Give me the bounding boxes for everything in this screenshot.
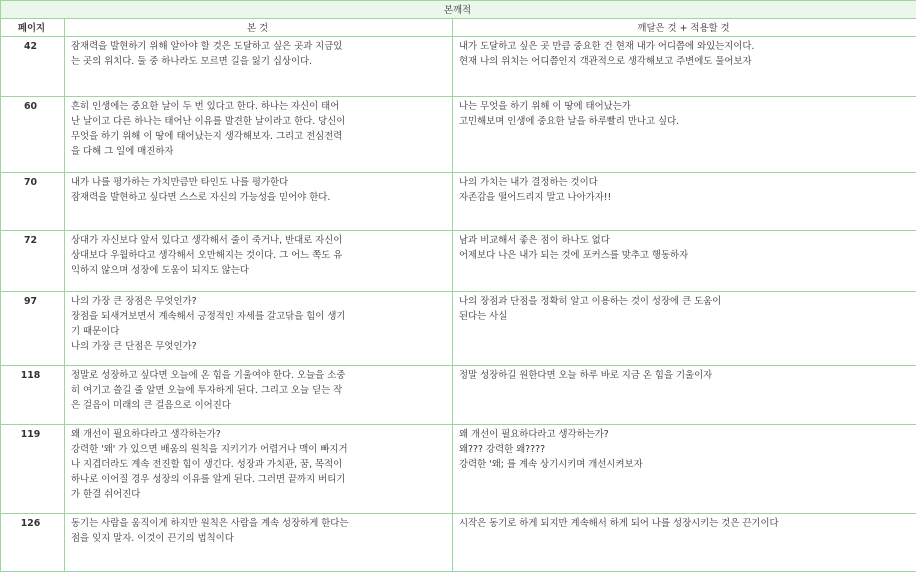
seen-cell: 정말로 성장하고 싶다면 오늘에 온 힘을 기울여야 한다. 오늘을 소중 히 여기고 쓸길 줄 알면 오늘에 투자하게 된다. 그리고 오늘 딛는 작 은 걸음이 미래의 큰 걸음으로 이어진다 [65,366,453,425]
header-applied: 깨달은 것 + 적용할 것 [453,19,916,37]
table-row [1,231,916,292]
seen-cell: 흔히 인생에는 중요한 날이 두 번 있다고 한다. 하나는 자신이 태어 난 날이고 다른 하나는 태어난 이유를 발견한 날이라고 한다. 당신이 무엇을 하기 위해 이 땅에 태어났는지 생각해보자. 그리고 전심전력 을 다해 그 일에 매진하자 [65,97,453,173]
applied-cell: 시작은 동기로 하게 되지만 계속해서 하게 되어 나를 성장시키는 것은 끈기이다 [453,514,916,572]
table-row [1,97,916,173]
page-number: 126 [1,514,65,572]
applied-cell: 나의 장점과 단점을 정확히 알고 이용하는 것이 성장에 큰 도움이 된다는 사실 [453,292,916,366]
header-seen: 본 것 [65,19,453,37]
page-number: 118 [1,366,65,425]
table-row [1,37,916,97]
applied-cell: 남과 비교해서 좋은 점이 하나도 없다 어제보다 나은 내가 되는 것에 포커스를 맞추고 행동하자 [453,231,916,292]
table-row [1,173,916,231]
applied-cell: 정말 성장하길 원한다면 오늘 하루 바로 지금 온 힘을 기울이자 [453,366,916,425]
page-number: 97 [1,292,65,366]
seen-cell: 나의 가장 큰 장점은 무엇인가? 장점을 되새겨보면서 계속해서 긍정적인 자세를 갈고닦을 힘이 생기 기 때문이다 나의 가장 큰 단점은 무엇인가? [65,292,453,366]
table-title: 본깨적 [1,1,916,19]
applied-cell: 나의 가치는 내가 결정하는 것이다 자존감을 떨어드리지 말고 나아가자!! [453,173,916,231]
seen-cell: 상대가 자신보다 앞서 있다고 생각해서 줄이 죽거나, 반대로 자신이 상대보다 우월하다고 생각해서 오만해지는 것이다. 그 어느 쪽도 유 익하지 않으며 성장에 도움이 되지도 않는다 [65,231,453,292]
page-number: 119 [1,425,65,514]
page-number: 70 [1,173,65,231]
seen-cell: 내가 나를 평가하는 가치만큼만 타인도 나를 평가한다 잠재력을 발현하고 싶다면 스스로 자신의 가능성을 믿어야 한다. [65,173,453,231]
table-row [1,425,916,514]
table-row [1,292,916,366]
table-row [1,366,916,425]
seen-cell: 왜 개선이 필요하다라고 생각하는가? 강력한 '왜' 가 있으면 배움의 원칙을 지키기가 어렵거나 맥이 빠지거 나 지겹더라도 계속 전진할 힘이 생긴다. 성장과 가치관, 꿈, 목적이 하나로 이어질 경우 성장의 이유를 알게 된다. 그러면 끝까지 버티기 가 한결 쉬어진다 [65,425,453,514]
applied-cell: 내가 도달하고 싶은 곳 만큼 중요한 건 현재 내가 어디쯤에 와있는지이다. 현재 나의 위치는 어디쯤인지 객관적으로 생각해보고 주변에도 물어보자 [453,37,916,97]
applied-cell: 왜 개선이 필요하다라고 생각하는가? 왜??? 강력한 왜???? 강력한 '왜; 를 계속 상기시키며 개선시켜보자 [453,425,916,514]
table-row [1,514,916,572]
page-number: 72 [1,231,65,292]
seen-cell: 잠재력을 발현하기 위해 알아야 할 것은 도달하고 싶은 곳과 지금있 는 곳의 위치다. 둘 중 하나라도 모르면 길을 잃기 십상이다. [65,37,453,97]
header-row [1,19,916,37]
table-title-row [1,1,916,19]
seen-cell: 동기는 사람을 움직이게 하지만 원칙은 사람을 계속 성장하게 한다는 점을 잊지 말자. 이것이 끈기의 법칙이다 [65,514,453,572]
page-number: 60 [1,97,65,173]
header-page: 페이지 [1,19,65,37]
applied-cell: 나는 무엇을 하기 위해 이 땅에 태어났는가 고민해보며 인생에 중요한 날을 하루빨리 만나고 싶다. [453,97,916,173]
page-number: 42 [1,37,65,97]
